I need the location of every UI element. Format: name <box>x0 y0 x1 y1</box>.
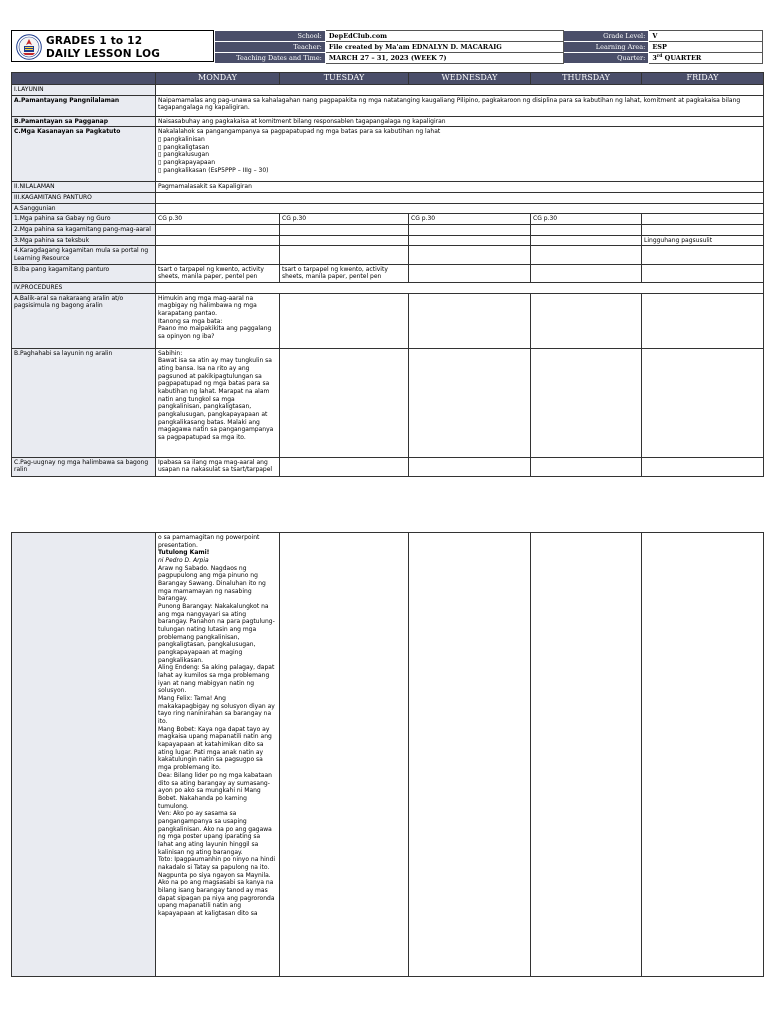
kasanayan-item: ▯ pangkalikasan (EsP5PPP – IIIg – 30) <box>158 166 269 174</box>
title-box <box>11 30 214 62</box>
story-paragraph: Dea: Bilang lider po ng mga kabataan dito sa ating barangay ay sumasang-ayon po ako sa mungkahi ni Mang Bobet. Nakahanda po kaming tumulong. <box>158 771 272 810</box>
cell <box>531 348 642 457</box>
kagamitan-content <box>156 193 764 204</box>
cell <box>642 533 764 977</box>
cell <box>409 293 531 348</box>
row-karagdagang <box>12 246 764 264</box>
cell <box>409 235 531 246</box>
sanggunian-label: A.Sanggunian <box>12 203 156 214</box>
cell <box>156 225 280 236</box>
paghahabi-line: Sabihin: <box>158 349 183 357</box>
dates-value: MARCH 27 – 31, 2023 (WEEK 7) <box>325 53 563 64</box>
cell <box>280 457 409 476</box>
title-line-1: GRADES 1 to 12 <box>46 35 143 47</box>
story-paragraph: Toto: Ipagpaumanhin po ninyo na hindi nakadalo si Tatay sa papulong na ito. Nagpunta po siya ngayon sa Maynila. Ako na po ang magsasabi sa kanya na bilang isang barangay tanod ay mas dapat sipagan pa niya ang pagroronda upang mapanatili natin ang kapayapaan at kaligtasan dito sa <box>158 856 276 917</box>
kasanayan-item: ▯ pangkapayapaan <box>158 159 216 167</box>
row-layunin <box>12 85 764 96</box>
kasanayan-intro: Nakalalahok sa pangangampanya sa pagpapatupad ng mga batas para sa kabutihan ng lahat <box>158 128 441 136</box>
gabay-label: 1.Mga pahina sa Gabay ng Guro <box>12 214 156 225</box>
cell <box>409 264 531 282</box>
cell <box>280 293 409 348</box>
paghahabi-line: Bawat isa sa atin ay may tungkulin sa ating bansa. Isa na rito ay ang pagsunod at pakikipagtulungan sa pagpapatupad ng mga batas para sa kabutihan ng lahat. Marapat na alam natin ang tungkol sa mga pangkalinisan, pangkaligtasan, pangkalusugan, pangkapayapaan at pangkalikasang batas. Malaki ang magagawa natin sa pangangampanya sa pagpapatupad sa mga ito. <box>158 357 274 442</box>
cell <box>642 264 764 282</box>
balik-line: Himukin ang mga mag-aaral na magbigay ng halimbawa ng mga karapatang pantao. <box>158 294 257 318</box>
quarter-label: Quarter: <box>563 53 649 64</box>
dates-label: Teaching Dates and Time: <box>215 53 326 64</box>
row-balik-aral <box>12 293 764 348</box>
story-title: Tutulong Kami! <box>158 549 210 557</box>
balik-line: Itanong sa mga bata: <box>158 317 223 325</box>
day-thursday: THURSDAY <box>531 73 642 85</box>
gabay-tuesday: CG p.30 <box>280 214 409 225</box>
row-iba-pang-kagamitan <box>12 264 764 282</box>
cell <box>642 457 764 476</box>
day-wednesday: WEDNESDAY <box>409 73 531 85</box>
row-kagamitan <box>12 193 764 204</box>
area-value: ESP <box>649 42 763 53</box>
quarter-ordinal: rd <box>656 53 663 59</box>
day-friday: FRIDAY <box>642 73 764 85</box>
balik-label: A.Balik-aral sa nakaraang aralin at/o pagsisimula ng bagong aralin <box>12 293 156 348</box>
continued-label <box>12 533 156 977</box>
kasanayan-item: ▯ pangkalinisan <box>158 136 205 144</box>
pag-uugnay-monday: Ipabasa sa ilang mga mag-aaral ang usapan na nakasulat sa tsart/tarpapel <box>156 457 280 476</box>
row-kagamitang-mag-aaral <box>12 225 764 236</box>
cell <box>642 348 764 457</box>
quarter-number: 3 <box>652 54 657 63</box>
story-paragraph: Mang Bobet: Kaya nga dapat tayo ay magkaisa upang mapanatili natin ang kapayapaan at katahimikan dito sa ating lugar. Pati mga anak natin ay kakatulungin natin sa pagsugpo sa mga problemang ito. <box>158 725 272 772</box>
pag-uugnay-label: C.Pag-uugnay ng mga halimbawa sa bagong ralin <box>12 457 156 476</box>
cell <box>280 246 409 264</box>
gabay-thursday: CG p.30 <box>531 214 642 225</box>
row-sanggunian <box>12 203 764 214</box>
lesson-log-table <box>11 72 764 477</box>
cell <box>280 235 409 246</box>
teacher-label: Teacher: <box>215 42 326 53</box>
corner-cell <box>12 73 156 85</box>
story-paragraph: Mang Felix: Tama! Ang makakapagbigay ng solusyon diyan ay tayo ring naninirahan sa barangay na ito. <box>158 695 275 726</box>
row-gabay <box>12 214 764 225</box>
iba-monday: tsart o tarpapel ng kwento, activity sheets, manila paper, pentel pen <box>156 264 280 282</box>
paghahabi-label: B.Paghahabi sa layunin ng aralin <box>12 348 156 457</box>
area-label: Learning Area: <box>563 42 649 53</box>
row-nilalaman <box>12 182 764 193</box>
kasanayan-item: ▯ pangkaligtasan <box>158 143 210 151</box>
cell <box>409 246 531 264</box>
pamantayang-label: A.Pamantayang Pangnilalaman <box>12 95 156 116</box>
procedures-content <box>156 283 764 294</box>
cell <box>531 246 642 264</box>
kagamitan-label: III.KAGAMITANG PANTURO <box>12 193 156 204</box>
nilalaman-content: Pagmamalasakit sa Kapaligiran <box>156 182 764 193</box>
procedures-label: IV.PROCEDURES <box>12 283 156 294</box>
cell <box>409 348 531 457</box>
story-paragraph: Aling Endeng: Sa aking palagay, dapat lahat ay kumilos sa mga problemang iyan at nang mabigyan natin ng solusyon. <box>158 664 275 695</box>
cell <box>531 293 642 348</box>
school-value: DepEdClub.com <box>325 31 563 42</box>
cell <box>409 225 531 236</box>
karagdagang-label: 4.Karagdagang kagamitan mula sa portal ng Learning Resource <box>12 246 156 264</box>
deped-seal-icon <box>16 34 42 60</box>
day-tuesday: TUESDAY <box>280 73 409 85</box>
story-monday <box>156 533 280 977</box>
cell <box>531 235 642 246</box>
cell <box>156 235 280 246</box>
cell <box>531 264 642 282</box>
nilalaman-label: II.NILALAMAN <box>12 182 156 193</box>
grade-value: V <box>649 31 763 42</box>
cell <box>642 225 764 236</box>
gabay-friday <box>642 214 764 225</box>
title-line-2: DAILY LESSON LOG <box>46 48 161 60</box>
cell <box>531 225 642 236</box>
story-paragraph: Ven: Ako po ay sasama sa pangangampanya sa usaping pangkalinisan. Ako na po ang gagawa ng mga poster upang iparating sa lahat ang ating layunin hinggil sa kalinisan ng ating barangay. <box>158 810 272 856</box>
teksbuk-friday: Lingguhang pagsusulit <box>642 235 764 246</box>
balik-monday <box>156 293 280 348</box>
story-author: ni Pedro D. Arpia <box>158 557 209 565</box>
layunin-content <box>156 85 764 96</box>
cell <box>156 246 280 264</box>
story-intro: o sa pamamagitan ng powerpoint presentation. <box>158 534 260 549</box>
balik-line: Paano mo maipakikita ang paggalang sa opinyon ng iba? <box>158 325 272 341</box>
cell <box>280 533 409 977</box>
row-continued-story <box>12 533 764 977</box>
gabay-wednesday: CG p.30 <box>409 214 531 225</box>
row-pag-uugnay <box>12 457 764 476</box>
row-pamantayan-pagganap <box>12 116 764 127</box>
iba-label: B.Iba pang kagamitang panturo <box>12 264 156 282</box>
cell <box>531 533 642 977</box>
gabay-monday: CG p.30 <box>156 214 280 225</box>
teacher-value: File created by Ma'am EDNALYN D. MACARAIG <box>325 42 563 53</box>
kasanayan-label: C.Mga Kasanayan sa Pagkatuto <box>12 127 156 182</box>
row-pamantayang-pangnilalaman <box>12 95 764 116</box>
kasanayan-item: ▯ pangkalusugan <box>158 151 210 159</box>
row-paghahabi <box>12 348 764 457</box>
cell <box>531 457 642 476</box>
quarter-word: QUARTER <box>662 54 702 63</box>
row-teksbuk <box>12 235 764 246</box>
cell <box>280 348 409 457</box>
layunin-label: I.LAYUNIN <box>12 85 156 96</box>
lesson-log-table-continued <box>11 532 764 977</box>
quarter-value <box>649 53 763 64</box>
kagamitang-mag-aaral-label: 2.Mga pahina sa kagamitang pang-mag-aaral <box>12 225 156 236</box>
iba-tuesday: tsart o tarpapel ng kwento, activity sheets, manila paper, pentel pen <box>280 264 409 282</box>
cell <box>642 293 764 348</box>
row-procedures <box>12 283 764 294</box>
day-monday: MONDAY <box>156 73 280 85</box>
day-header-row <box>12 73 764 85</box>
teksbuk-label: 3.Mga pahina sa teksbuk <box>12 235 156 246</box>
pamantayang-content: Naipamamalas ang pag-unawa sa kahalagahan nang pagpapakita ng mga natatanging kaugaliang Pilipino, pagkakaroon ng disiplina para sa kabutihan ng lahat, komitment at pagkakaisa bilang tagapangalaga ng kapaligiran. <box>156 95 764 116</box>
pagganap-label: B.Pamantayan sa Pagganap <box>12 116 156 127</box>
story-paragraph: Araw ng Sabado. Nagdaos ng pagpupulong ang mga pinuno ng Barangay Sawang. Dinaluhan ito ng mga mamamayan ng nasabing barangay. <box>158 564 266 603</box>
row-kasanayan <box>12 127 764 182</box>
cell <box>642 246 764 264</box>
kasanayan-content <box>156 127 764 182</box>
cell <box>409 457 531 476</box>
story-paragraph: Punong Barangay: Nakakalungkot na ang mga nangyayari sa ating barangay. Panahon na para pagtulung-tulungan nating lutasin ang mga problemang pangkalinisan, pangkaligtasan, pangkalusugan, pangkapayapaan at maging pangkalikasan. <box>158 603 275 664</box>
cell <box>409 533 531 977</box>
sanggunian-content <box>156 203 764 214</box>
pagganap-content: Naisasabuhay ang pagkakaisa at komitment bilang responsablen tagapangalaga ng kapaligiran <box>156 116 764 127</box>
cell <box>280 225 409 236</box>
paghahabi-monday <box>156 348 280 457</box>
school-label: School: <box>215 31 326 42</box>
info-table <box>214 30 763 64</box>
document-header <box>11 30 763 62</box>
grade-label: Grade Level: <box>563 31 649 42</box>
